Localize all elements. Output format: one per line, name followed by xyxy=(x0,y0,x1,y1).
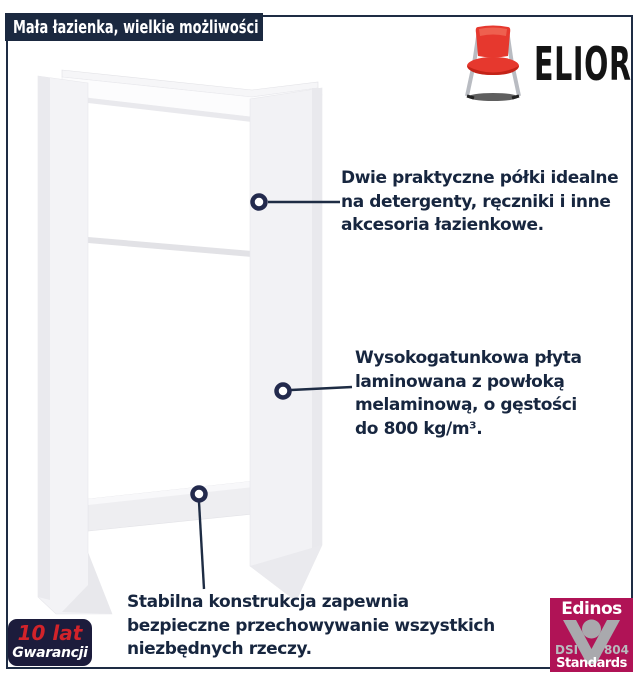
callout-line-text: melaminową, o gęstości xyxy=(355,395,577,415)
callout-text-stability xyxy=(127,591,495,662)
callout-line-text: niezbędnych rzeczy. xyxy=(127,639,312,659)
certification-brand: Edinos xyxy=(561,599,622,619)
certification-badge xyxy=(550,598,633,672)
warranty-badge xyxy=(8,619,92,666)
brand-name: ELIOR xyxy=(534,37,632,91)
callout-line-text: Stabilna konstrukcja zapewnia xyxy=(127,592,409,612)
brand-logo xyxy=(462,24,632,104)
shelf-unit-drawing xyxy=(38,70,322,614)
callout-text-board xyxy=(355,347,582,441)
warranty-label: Gwarancji xyxy=(12,645,88,661)
callout-marker-3 xyxy=(193,488,206,501)
certification-left-code: DSI xyxy=(555,643,579,657)
callout-line-text: do 800 kg/m³. xyxy=(355,418,483,439)
callout-line-text: Dwie praktyczne półki idealne xyxy=(341,168,619,188)
title-badge xyxy=(5,13,263,41)
callout-marker-2 xyxy=(277,385,290,398)
callout-line-text: na detergenty, ręczniki i inne xyxy=(341,191,611,212)
warranty-duration: 10 lat xyxy=(17,621,83,645)
certification-bottom-label: Standards xyxy=(556,656,627,671)
callout-line-text: bezpieczne przechowywanie wszystkich xyxy=(127,615,495,636)
certification-right-code: 804 xyxy=(603,643,629,657)
callout-text-shelves xyxy=(341,167,618,238)
callout-line-text: Wysokogatunkowa płyta xyxy=(355,348,582,368)
callout-line-text: laminowana z powłoką xyxy=(355,371,565,392)
page-title: Mała łazienka, wielkie możliwości xyxy=(13,16,259,38)
callout-marker-1 xyxy=(253,196,266,209)
brand-name-wrap xyxy=(534,37,632,91)
red-chair-icon xyxy=(462,24,524,104)
callout-line-text: akcesoria łazienkowe. xyxy=(341,215,544,235)
